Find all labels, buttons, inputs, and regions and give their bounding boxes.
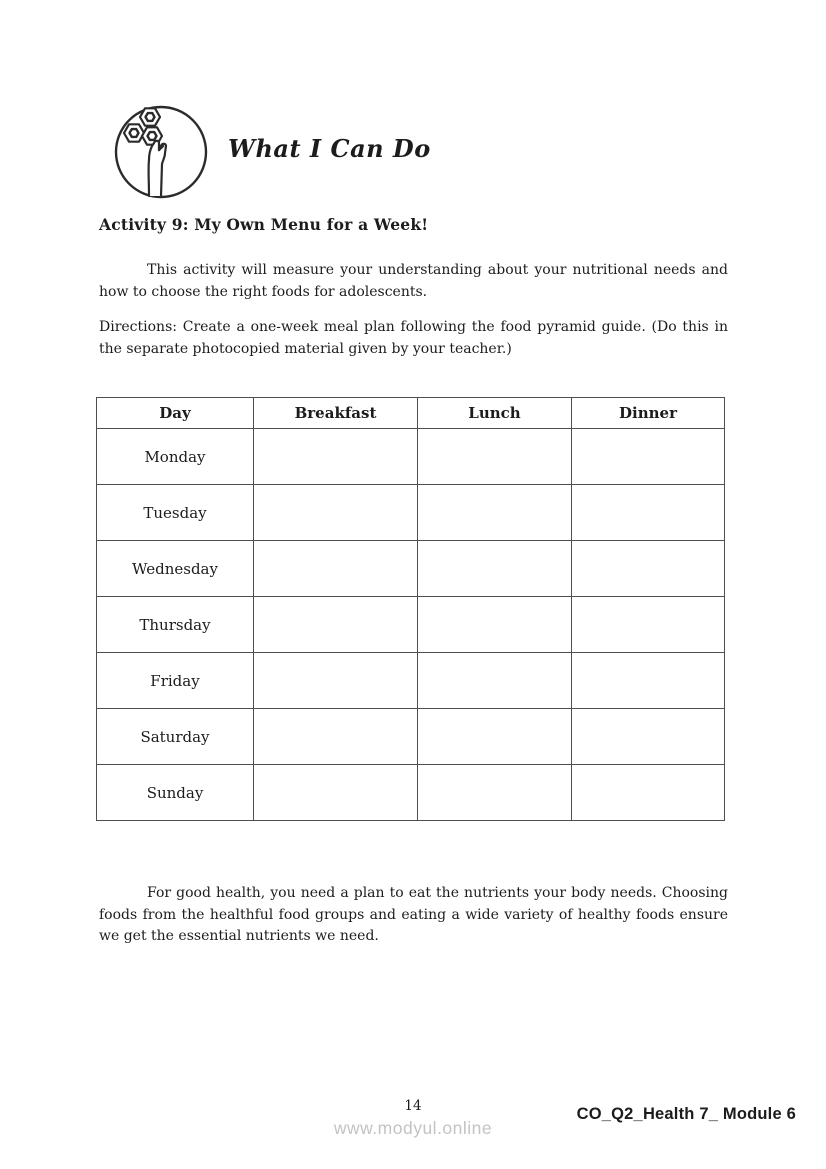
table-row <box>97 653 725 709</box>
breakfast-cell-wednesday <box>254 541 418 597</box>
day-cell-friday: Friday <box>97 653 254 709</box>
lunch-cell-wednesday <box>418 541 572 597</box>
watermark: www.modyul.online <box>333 1118 493 1138</box>
lunch-cell-tuesday <box>418 485 572 541</box>
lunch-cell-sunday <box>418 765 572 821</box>
dinner-cell-sunday <box>572 765 725 821</box>
table-row <box>97 765 725 821</box>
table-row <box>97 429 725 485</box>
day-cell-sunday: Sunday <box>97 765 254 821</box>
breakfast-cell-saturday <box>254 709 418 765</box>
day-cell-saturday: Saturday <box>97 709 254 765</box>
breakfast-cell-monday <box>254 429 418 485</box>
table-row <box>97 709 725 765</box>
activity-directions-paragraph: Directions: Create a one-week meal plan following the food pyramid guide. (Do this in the separate photocopied material given by your teacher.) <box>99 319 728 357</box>
dinner-cell-friday <box>572 653 725 709</box>
dinner-cell-saturday <box>572 709 725 765</box>
table-row <box>97 597 725 653</box>
table-row <box>97 485 725 541</box>
column-header-breakfast: Breakfast <box>254 398 418 429</box>
lunch-cell-friday <box>418 653 572 709</box>
meal-plan-table <box>96 397 725 821</box>
activity-heading: Activity 9: My Own Menu for a Week! <box>99 215 429 234</box>
lunch-cell-saturday <box>418 709 572 765</box>
page-number: 14 <box>404 1098 422 1114</box>
day-cell-wednesday: Wednesday <box>97 541 254 597</box>
closing-paragraph: For good health, you need a plan to eat the nutrients your body needs. Choosing foods from the healthful food groups and eating a wide variety of healthy foods ensure we get the essential nutrients we need. <box>99 885 728 944</box>
day-cell-thursday: Thursday <box>97 597 254 653</box>
day-cell-tuesday: Tuesday <box>97 485 254 541</box>
dinner-cell-wednesday <box>572 541 725 597</box>
day-cell-monday: Monday <box>97 429 254 485</box>
breakfast-cell-thursday <box>254 597 418 653</box>
lunch-cell-thursday <box>418 597 572 653</box>
module-label: CO_Q2_Health 7_ Module 6 <box>576 1105 796 1123</box>
table-row <box>97 541 725 597</box>
page-title: What I Can Do <box>228 134 431 163</box>
activity-intro-paragraph: This activity will measure your understanding about your nutritional needs and how to choose the right foods for adolescents. <box>99 262 728 300</box>
meal-plan-table-body <box>97 429 725 821</box>
breakfast-cell-friday <box>254 653 418 709</box>
meal-plan-table-header-row <box>97 398 725 429</box>
hand-pointing-nuts-icon <box>112 102 210 200</box>
dinner-cell-tuesday <box>572 485 725 541</box>
column-header-dinner: Dinner <box>572 398 725 429</box>
dinner-cell-thursday <box>572 597 725 653</box>
breakfast-cell-tuesday <box>254 485 418 541</box>
dinner-cell-monday <box>572 429 725 485</box>
column-header-lunch: Lunch <box>418 398 572 429</box>
breakfast-cell-sunday <box>254 765 418 821</box>
column-header-day: Day <box>97 398 254 429</box>
lunch-cell-monday <box>418 429 572 485</box>
